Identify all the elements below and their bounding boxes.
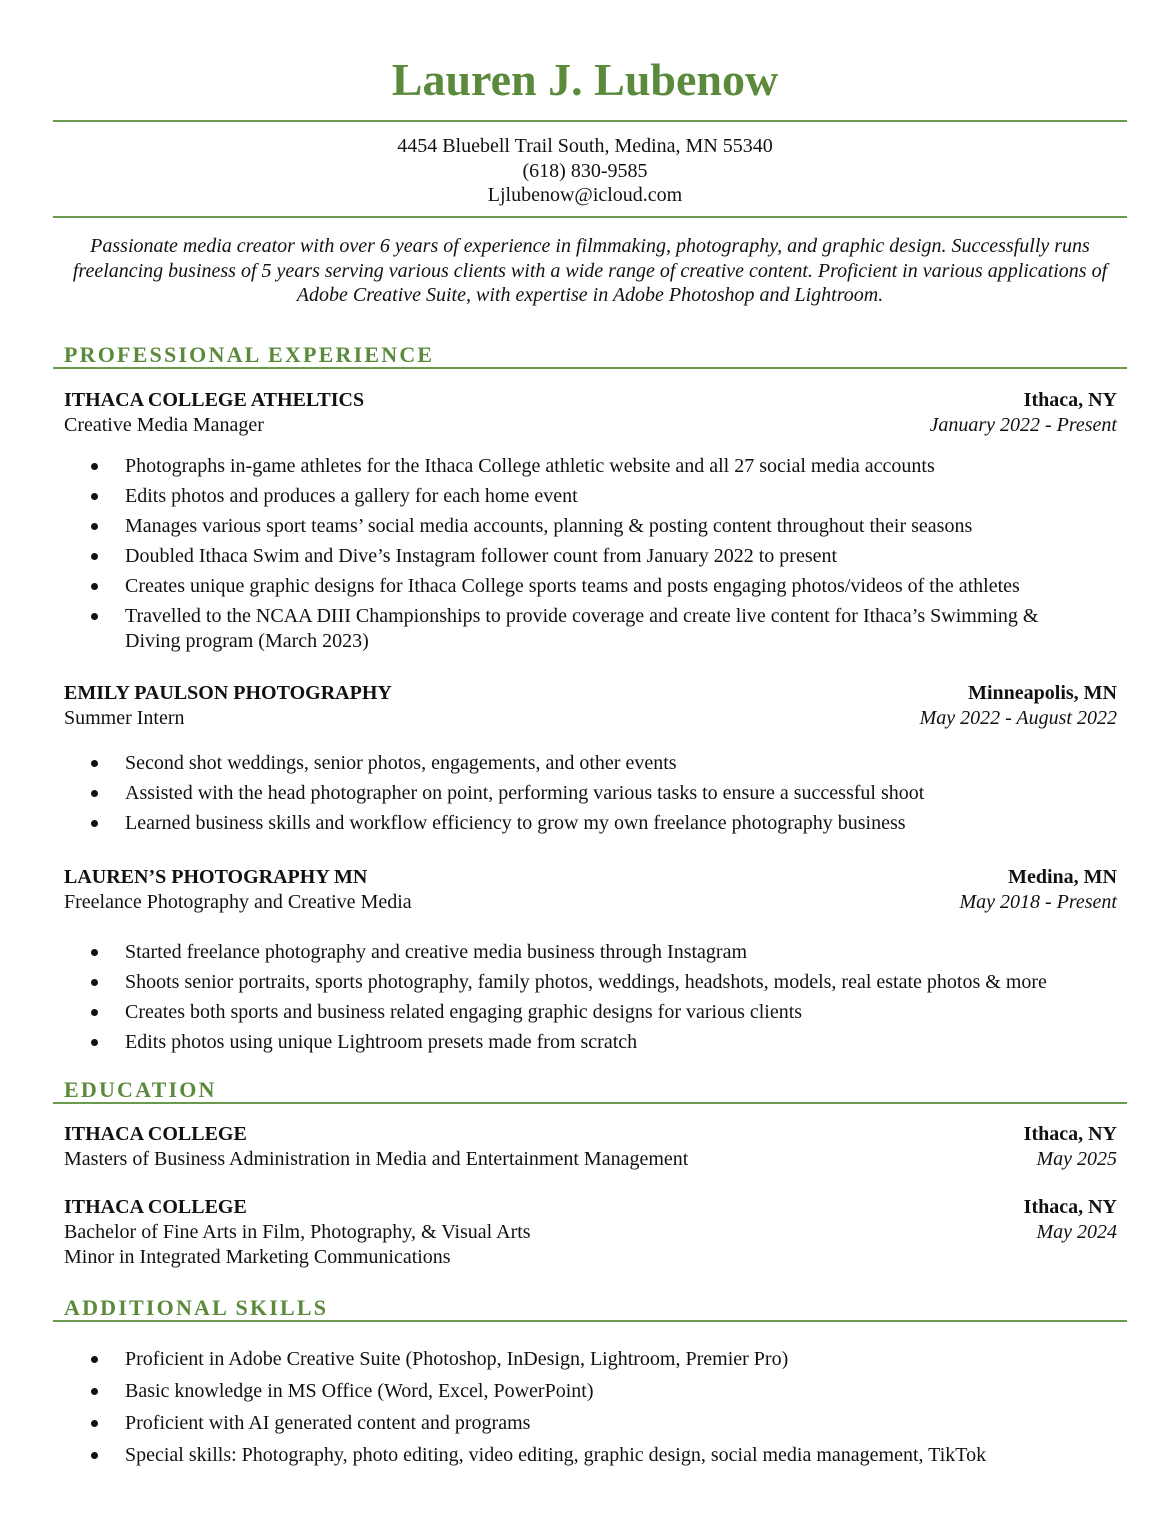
bullet-icon bbox=[91, 1420, 98, 1427]
experience-divider bbox=[53, 367, 1127, 369]
bullet-icon bbox=[91, 523, 98, 530]
school-location: Ithaca, NY bbox=[1023, 1196, 1117, 1218]
bullet-icon bbox=[91, 493, 98, 500]
job-bullets bbox=[64, 454, 1064, 654]
school-org: ITHACA COLLEGE bbox=[64, 1196, 247, 1218]
job-location: Medina, MN bbox=[1008, 866, 1117, 888]
job-bullets bbox=[64, 751, 1064, 836]
bullet-icon bbox=[91, 583, 98, 590]
school-date: May 2025 bbox=[1036, 1148, 1117, 1170]
list-item: Doubled Ithaca Swim and Dive’s Instagram follower count from January 2022 to present bbox=[64, 544, 1064, 569]
section-title-education: EDUCATION bbox=[64, 1077, 217, 1102]
list-item: Proficient with AI generated content and programs bbox=[64, 1411, 1124, 1436]
school-subheader bbox=[64, 1220, 1117, 1245]
school-minor-row bbox=[64, 1245, 1117, 1270]
job-subheader bbox=[64, 413, 1117, 438]
list-item: Proficient in Adobe Creative Suite (Photoshop, InDesign, Lightroom, Premier Pro) bbox=[64, 1347, 1124, 1372]
summary: Passionate media creator with over 6 years of experience in filmmaking, photography, and graphic design. Successfully runs freelancing business of 5 years serving various clients with a wide range of creative content. Proficient in various applications of Adobe Creative Suite, with expertise in Adobe Photoshop and Lightroom. bbox=[72, 235, 1108, 306]
job-org: LAUREN’S PHOTOGRAPHY MN bbox=[64, 866, 368, 888]
list-item: Basic knowledge in MS Office (Word, Excel, PowerPoint) bbox=[64, 1379, 1124, 1404]
list-item: Photographs in-game athletes for the Ithaca College athletic website and all 27 social media accounts bbox=[64, 454, 1064, 479]
bullet-icon bbox=[91, 613, 98, 620]
list-item: Learned business skills and workflow efficiency to grow my own freelance photography business bbox=[64, 811, 1064, 836]
job-org: ITHACA COLLEGE ATHELTICS bbox=[64, 389, 365, 411]
school-date: May 2024 bbox=[1036, 1221, 1117, 1243]
bullet-icon bbox=[91, 790, 98, 797]
job-org: EMILY PAULSON PHOTOGRAPHY bbox=[64, 682, 392, 704]
list-item: Edits photos and produces a gallery for each home event bbox=[64, 484, 1064, 509]
job-header bbox=[64, 388, 1117, 413]
list-item: Edits photos using unique Lightroom presets made from scratch bbox=[64, 1030, 1124, 1055]
bullet-icon bbox=[91, 463, 98, 470]
bullet-icon bbox=[91, 949, 98, 956]
list-item: Creates both sports and business related engaging graphic designs for various clients bbox=[64, 1000, 1124, 1025]
list-item: Creates unique graphic designs for Ithaca College sports teams and posts engaging photos/videos of the athletes bbox=[64, 574, 1064, 599]
list-item: Special skills: Photography, photo editing, video editing, graphic design, social media management, TikTok bbox=[64, 1443, 1124, 1468]
school-minor: Minor in Integrated Marketing Communications bbox=[64, 1246, 451, 1268]
bullet-icon bbox=[91, 1039, 98, 1046]
section-title-skills: ADDITIONAL SKILLS bbox=[64, 1295, 329, 1320]
school-subheader bbox=[64, 1147, 1117, 1172]
section-title-experience: PROFESSIONAL EXPERIENCE bbox=[64, 342, 435, 367]
job-dates: May 2018 - Present bbox=[959, 891, 1117, 913]
list-item: Started freelance photography and creative media business through Instagram bbox=[64, 940, 1124, 965]
bullet-icon bbox=[91, 1388, 98, 1395]
job-subheader bbox=[64, 890, 1117, 915]
job-dates: May 2022 - August 2022 bbox=[919, 707, 1117, 729]
address: 4454 Bluebell Trail South, Medina, MN 55340 bbox=[397, 135, 773, 157]
list-item: Assisted with the head photographer on point, performing various tasks to ensure a successful shoot bbox=[64, 781, 1064, 806]
bullet-icon bbox=[91, 553, 98, 560]
email: Ljlubenow@icloud.com bbox=[487, 184, 683, 206]
school-degree: Masters of Business Administration in Media and Entertainment Management bbox=[64, 1148, 689, 1170]
header-divider bbox=[53, 120, 1127, 122]
phone: (618) 830-9585 bbox=[522, 159, 648, 182]
job-location: Minneapolis, MN bbox=[968, 682, 1117, 704]
job-location: Ithaca, NY bbox=[1023, 389, 1117, 411]
skills-divider bbox=[53, 1320, 1127, 1322]
job-subheader bbox=[64, 706, 1117, 731]
job-bullets bbox=[64, 940, 1124, 1055]
school-location: Ithaca, NY bbox=[1023, 1123, 1117, 1145]
job-role: Creative Media Manager bbox=[64, 414, 264, 436]
school-degree: Bachelor of Fine Arts in Film, Photography, & Visual Arts bbox=[64, 1221, 531, 1243]
bullet-icon bbox=[91, 820, 98, 827]
job-role: Summer Intern bbox=[64, 707, 185, 729]
bullet-icon bbox=[91, 760, 98, 767]
job-header bbox=[64, 681, 1117, 706]
bullet-icon bbox=[91, 979, 98, 986]
school-header bbox=[64, 1122, 1117, 1147]
school-org: ITHACA COLLEGE bbox=[64, 1123, 247, 1145]
bullet-icon bbox=[91, 1009, 98, 1016]
resume-name: Lauren J. Lubenow bbox=[391, 54, 779, 105]
job-header bbox=[64, 865, 1117, 890]
skills-bullets bbox=[64, 1347, 1124, 1468]
job-dates: January 2022 - Present bbox=[929, 414, 1117, 436]
list-item: Second shot weddings, senior photos, engagements, and other events bbox=[64, 751, 1064, 776]
contact-divider bbox=[53, 216, 1127, 218]
list-item: Travelled to the NCAA DIII Championships to provide coverage and create live content for Ithaca’s Swimming & Diving program (March 2023) bbox=[64, 604, 1064, 654]
school-header bbox=[64, 1195, 1117, 1220]
education-divider bbox=[53, 1102, 1127, 1104]
bullet-icon bbox=[91, 1356, 98, 1363]
list-item: Manages various sport teams’ social media accounts, planning & posting content throughout their seasons bbox=[64, 514, 1064, 539]
job-role: Freelance Photography and Creative Media bbox=[64, 891, 412, 913]
bullet-icon bbox=[91, 1452, 98, 1459]
list-item: Shoots senior portraits, sports photography, family photos, weddings, headshots, models, real estate photos & more bbox=[64, 970, 1124, 995]
